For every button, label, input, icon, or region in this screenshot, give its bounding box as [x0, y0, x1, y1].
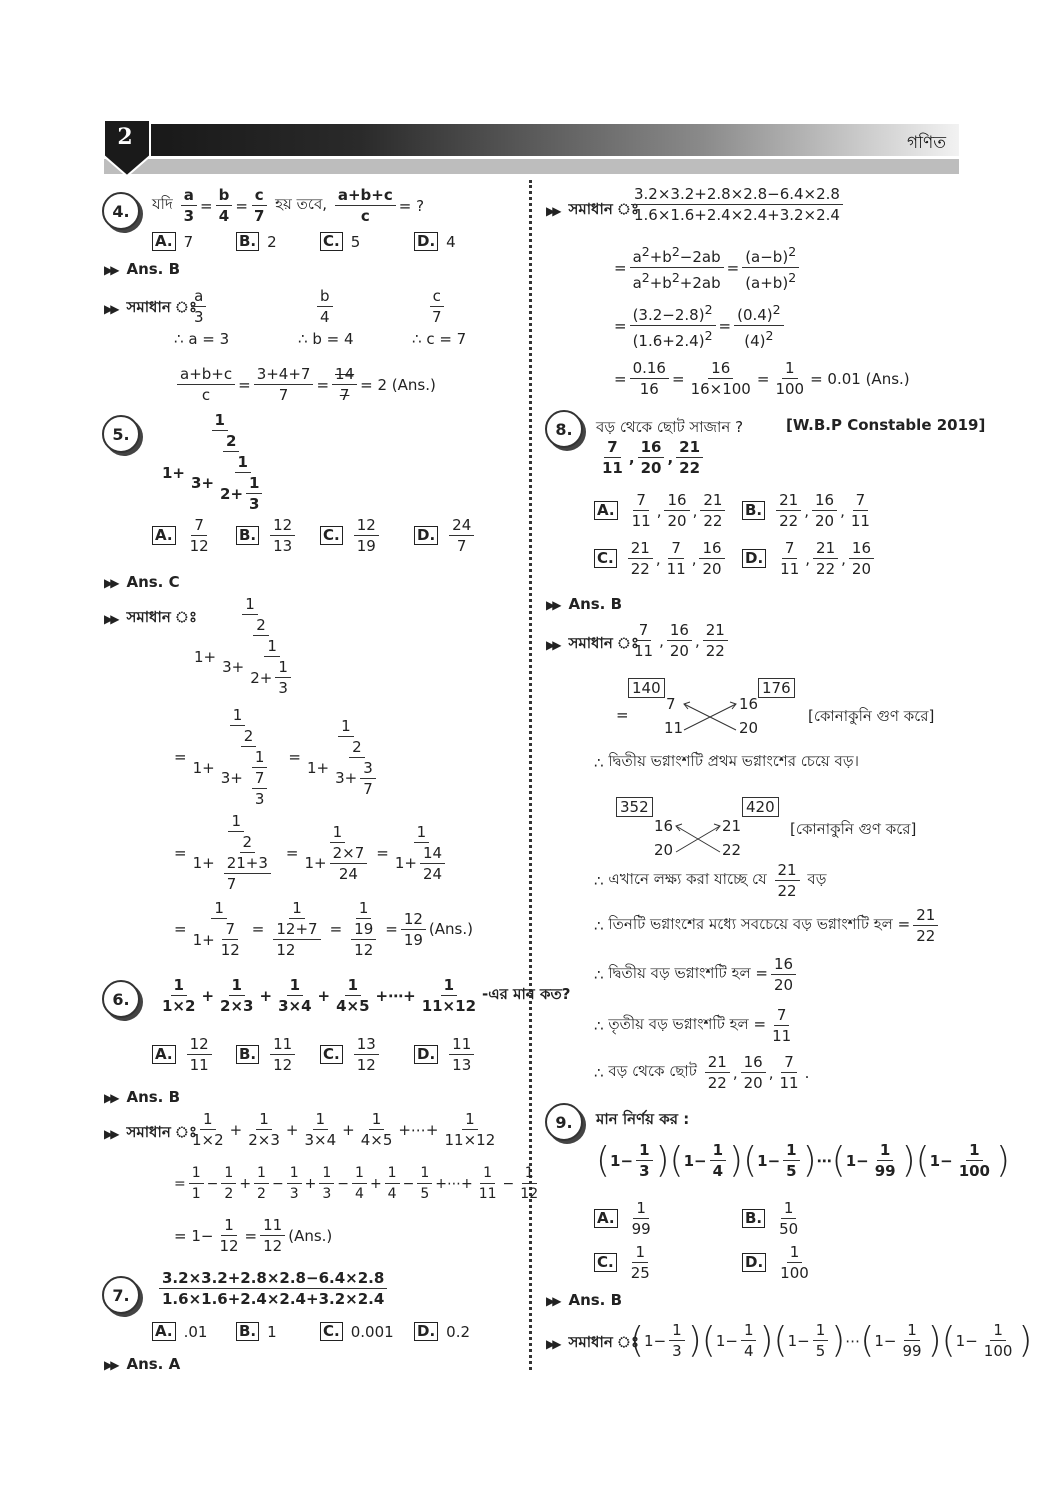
- q5-options: [152, 515, 477, 556]
- q7-sol-step1: $\frac{3.2\times 3.2+2.8\times 2.8-6.4\times 2.8}{1.6\times 1.6+2.4\times 2.4+3.2\times 2.4}$: [628, 184, 846, 225]
- q5-answer: ▶▶ Ans. C: [104, 573, 180, 591]
- q4-sol-frac-a: $\frac{a}{3}$: [188, 286, 210, 327]
- q4-answer: ▶▶ Ans. B: [104, 260, 181, 278]
- question-number-8: 8.: [545, 410, 583, 448]
- q6-option-c[interactable]: C. $\frac{13}{12}$: [320, 1034, 414, 1075]
- q6-answer: ▶▶ Ans. B: [104, 1088, 181, 1106]
- q6-option-d[interactable]: D. $\frac{11}{13}$: [414, 1034, 477, 1075]
- q8-source: [W.B.P Constable 2019]: [786, 416, 986, 434]
- cross2-den-20: 20: [654, 841, 674, 859]
- q4-sol-a: ∴ a = 3: [174, 330, 230, 348]
- question-number-9: 9.: [545, 1103, 583, 1141]
- question-number-5: 5.: [102, 415, 140, 453]
- cross2-num-16: 16: [654, 817, 674, 835]
- q5-sol-step2: = 1 1+ 2 3+ $\frac{1}{\frac{7}{3}}$ = 1 1+ 2 3+ $\frac{3}{7}$: [174, 705, 391, 809]
- q8-option-d[interactable]: D. $\frac{7}{11}$ , $\frac{21}{22}$ , $\frac{16}{20}$: [742, 538, 877, 579]
- q4-stem: যদি $\frac{a}{3}$ = $\frac{b}{4}$ = $\frac{c}{7}$ হয় তবে, $\frac{a+b+c}{c}$ = ?: [152, 186, 425, 225]
- cross1-num-7: 7: [666, 695, 676, 713]
- q8-question: বড় থেকে ছোট সাজান ?: [596, 418, 744, 436]
- q5-sol-step3: = 1 1+ $\frac{2}{\frac{21+3}{7}}$ = 1 1+ $\frac{2\times 7}{24}$ = 1 1+ $\frac{14}{24}$: [174, 811, 454, 894]
- q8-sol-s4: ∴ দ্বিতীয় বড় ভগ্নাংশটি হল = $\frac{16}{20}$: [594, 954, 799, 995]
- q4-options: [152, 232, 456, 251]
- subject-title: গণিত: [906, 133, 946, 153]
- q9-expression: ( 1− $\frac{1}{3}$ )( 1− $\frac{1}{4}$ )( 1− $\frac{1}{5}$ ) ⋯ ( 1− $\frac{1}{99}$ )( 1− $\frac{1}{100}$ ): [596, 1139, 1011, 1181]
- q6-stem: $\frac{1}{1\times 2}$ + $\frac{1}{2\times 3}$ + $\frac{1}{3\times 4}$ + $\frac{1}{4\times 5}$ +⋯+ $\frac{1}{11\times 12}$ -এর মান কত?: [162, 976, 571, 1015]
- q8-option-b[interactable]: B. $\frac{21}{22}$ , $\frac{16}{20}$ , $\frac{7}{11}$: [742, 490, 876, 531]
- cross1-equals: =: [616, 706, 629, 724]
- q7-sol-step4: = $\frac{0.16}{16}$ = $\frac{16}{16\times 100}$ = $\frac{1}{100}$ = 0.01 (Ans.): [614, 359, 910, 398]
- q6-options: [152, 1034, 477, 1075]
- q7-answer: ▶▶ Ans. A: [104, 1355, 181, 1373]
- q4-sol-frac-c: $\frac{c}{7}$: [426, 286, 448, 327]
- q7-option-c[interactable]: C. 0.001: [320, 1322, 414, 1341]
- q5-sol-step1: 1 1+ 2 3+ 1 2+ $\frac{1}{3}$: [188, 594, 312, 698]
- q7-options: [152, 1322, 470, 1341]
- q4-option-d[interactable]: D. 4: [414, 232, 456, 251]
- cross1-den-11: 11: [664, 719, 684, 737]
- q5-option-a[interactable]: A. $\frac{7}{12}$: [152, 515, 236, 556]
- q6-solution-label: ▶▶ সমাধান ঃ: [104, 1123, 197, 1141]
- q9-question: মান নির্ণয় কর :: [596, 1110, 690, 1128]
- q5-option-b[interactable]: B. $\frac{12}{13}$: [236, 515, 320, 556]
- header-bar: [104, 124, 959, 156]
- q8-sol-s5: ∴ তৃতীয় বড় ভগ্নাংশটি হল = $\frac{7}{11}$: [594, 1006, 792, 1045]
- header-underline: [104, 159, 959, 174]
- q8-sol-s3: ∴ তিনটি ভগ্নাংশের মধ্যে সবচেয়ে বড় ভগ্নাংশটি হল = $\frac{21}{22}$: [594, 905, 941, 946]
- q9-answer: ▶▶ Ans. B: [546, 1291, 623, 1309]
- q8-sol-fractions: $\frac{7}{11}$ , $\frac{16}{20}$ , $\frac{21}{22}$: [628, 620, 731, 661]
- cross1-den-20: 20: [739, 719, 759, 737]
- q5-stem: 1 1+ 2 3+ 1 2+ $\frac{1}{3}$: [156, 410, 283, 514]
- q8-option-c[interactable]: C. $\frac{21}{22}$ , $\frac{7}{11}$ , $\frac{16}{20}$: [594, 538, 728, 579]
- q7-stem: $\frac{3.2\times 3.2+2.8\times 2.8-6.4\times 2.8}{1.6\times 1.6+2.4\times 2.4+3.2\times 2.4}$: [156, 1268, 390, 1309]
- cross2-note: [কোনাকুনি গুণ করে]: [790, 820, 917, 838]
- question-number-6: 6.: [102, 980, 140, 1018]
- q8-option-a[interactable]: A. $\frac{7}{11}$ , $\frac{16}{20}$ , $\frac{21}{22}$: [594, 490, 728, 531]
- q9-sol-step1: ( 1− $\frac{1}{3}$ )( 1− $\frac{1}{4}$ )( 1− $\frac{1}{5}$ ) ⋯ ( 1− $\frac{1}{99}$ )( 1− $\frac{1}{100}$ ): [630, 1319, 1033, 1361]
- q9-option-c[interactable]: C. $\frac{1}{25}$: [594, 1242, 656, 1283]
- q7-sol-step3: = $\frac{(3.2-2.8)^2}{(1.6+2.4)^2}$ = $\frac{(0.4)^2}{(4)^2}$: [614, 300, 787, 351]
- q8-fractions: $\frac{7}{11}$ , $\frac{16}{20}$ , $\frac{21}{22}$: [596, 437, 706, 478]
- q4-sol-result: $\frac{a+b+c}{c}$ = $\frac{3+4+7}{7}$ = $\frac{14}{7}$ = 2 (Ans.): [174, 364, 436, 405]
- cross-product-176: 176: [758, 678, 795, 698]
- cross1-num-16: 16: [739, 695, 759, 713]
- q5-option-c[interactable]: C. $\frac{12}{19}$: [320, 515, 414, 556]
- q9-option-b[interactable]: B. $\frac{1}{50}$: [742, 1198, 804, 1239]
- question-number-4: 4.: [102, 192, 140, 230]
- q4-option-c[interactable]: C. 5: [320, 232, 414, 251]
- q8-sol-s6: ∴ বড় থেকে ছোট $\frac{21}{22}$ , $\frac{16}{20}$ , $\frac{7}{11}$ .: [594, 1053, 810, 1092]
- q9-option-a[interactable]: A. $\frac{1}{99}$: [594, 1198, 657, 1239]
- q8-sol-s1: ∴ দ্বিতীয় ভগ্নাংশটি প্রথম ভগ্নাংশের চেয়ে বড়।: [594, 752, 859, 772]
- q4-sol-c: ∴ c = 7: [412, 330, 467, 348]
- cross2-arrows-icon: [670, 822, 730, 862]
- q5-option-d[interactable]: D. $\frac{24}{7}$: [414, 515, 477, 556]
- cross-product-420: 420: [742, 797, 779, 817]
- q7-option-b[interactable]: B. 1: [236, 1322, 320, 1341]
- cross2-num-21: 21: [722, 817, 742, 835]
- q4-option-a[interactable]: A. 7: [152, 232, 236, 251]
- q9-option-d[interactable]: D. $\frac{1}{100}$: [742, 1242, 815, 1283]
- q6-sol-step3: = 1− $\frac{1}{12}$ = $\frac{11}{12}$ (Ans.): [174, 1216, 333, 1255]
- q6-sol-step1: $\frac{1}{1\times 2}$ + $\frac{1}{2\times 3}$ + $\frac{1}{3\times 4}$ + $\frac{1}{4\times 5}$ +⋯+ $\frac{1}{11\times 12}$: [192, 1110, 496, 1149]
- q4-sol-frac-b: $\frac{b}{4}$: [314, 286, 336, 327]
- cross-product-352: 352: [616, 797, 653, 817]
- q7-sol-step2: = $\frac{a^2+b^2-2ab}{a^2+b^2+2ab}$ = $\frac{(a-b)^2}{(a+b)^2}$: [614, 242, 802, 293]
- q8-sol-s2: ∴ এখানে লক্ষ্য করা যাচ্ছে যে $\frac{21}{22}$ বড়: [594, 861, 827, 900]
- q4-solution-label: ▶▶ সমাধান ঃ: [104, 298, 197, 316]
- q5-solution-label: ▶▶ সমাধান ঃ: [104, 608, 197, 626]
- q7-option-d[interactable]: D. 0.2: [414, 1322, 470, 1341]
- q4-option-b[interactable]: B. 2: [236, 232, 320, 251]
- q6-option-b[interactable]: B. $\frac{11}{12}$: [236, 1034, 320, 1075]
- cross1-note: [কোনাকুনি গুণ করে]: [808, 707, 935, 725]
- cross1-arrows-icon: [670, 700, 750, 740]
- page-number: 2: [117, 124, 133, 150]
- q8-answer: ▶▶ Ans. B: [546, 595, 623, 613]
- q7-option-a[interactable]: A. .01: [152, 1322, 236, 1341]
- question-number-7: 7.: [102, 1276, 140, 1314]
- cross-product-140: 140: [628, 678, 665, 698]
- q9-solution-label: ▶▶ সমাধান ঃ: [546, 1333, 639, 1351]
- q5-sol-step4: = 1 1+ $\frac{7}{12}$ = $\frac{1}{\frac{12+7}{12}}$ = $\frac{1}{\frac{19}{12}}$ = $\frac{12}{19}$ (Ans.): [174, 899, 473, 959]
- q6-sol-step2: = $\frac{1}{1}$ − $\frac{1}{2}$ + $\frac{1}{2}$ − $\frac{1}{3}$ + $\frac{1}{3}$ − $\frac{1}{4}$ + $\frac{1}{4}$ − $\frac{1}{5}$ +⋯+ $\frac{1}{11}$ − $\frac{1}{12}$: [174, 1165, 539, 1202]
- q8-solution-label: ▶▶ সমাধান ঃ: [546, 634, 639, 652]
- q4-sol-b: ∴ b = 4: [298, 330, 354, 348]
- cross2-den-22: 22: [722, 841, 742, 859]
- q7-solution-label: ▶▶ সমাধান ঃ: [546, 200, 639, 218]
- q6-option-a[interactable]: A. $\frac{12}{11}$: [152, 1034, 236, 1075]
